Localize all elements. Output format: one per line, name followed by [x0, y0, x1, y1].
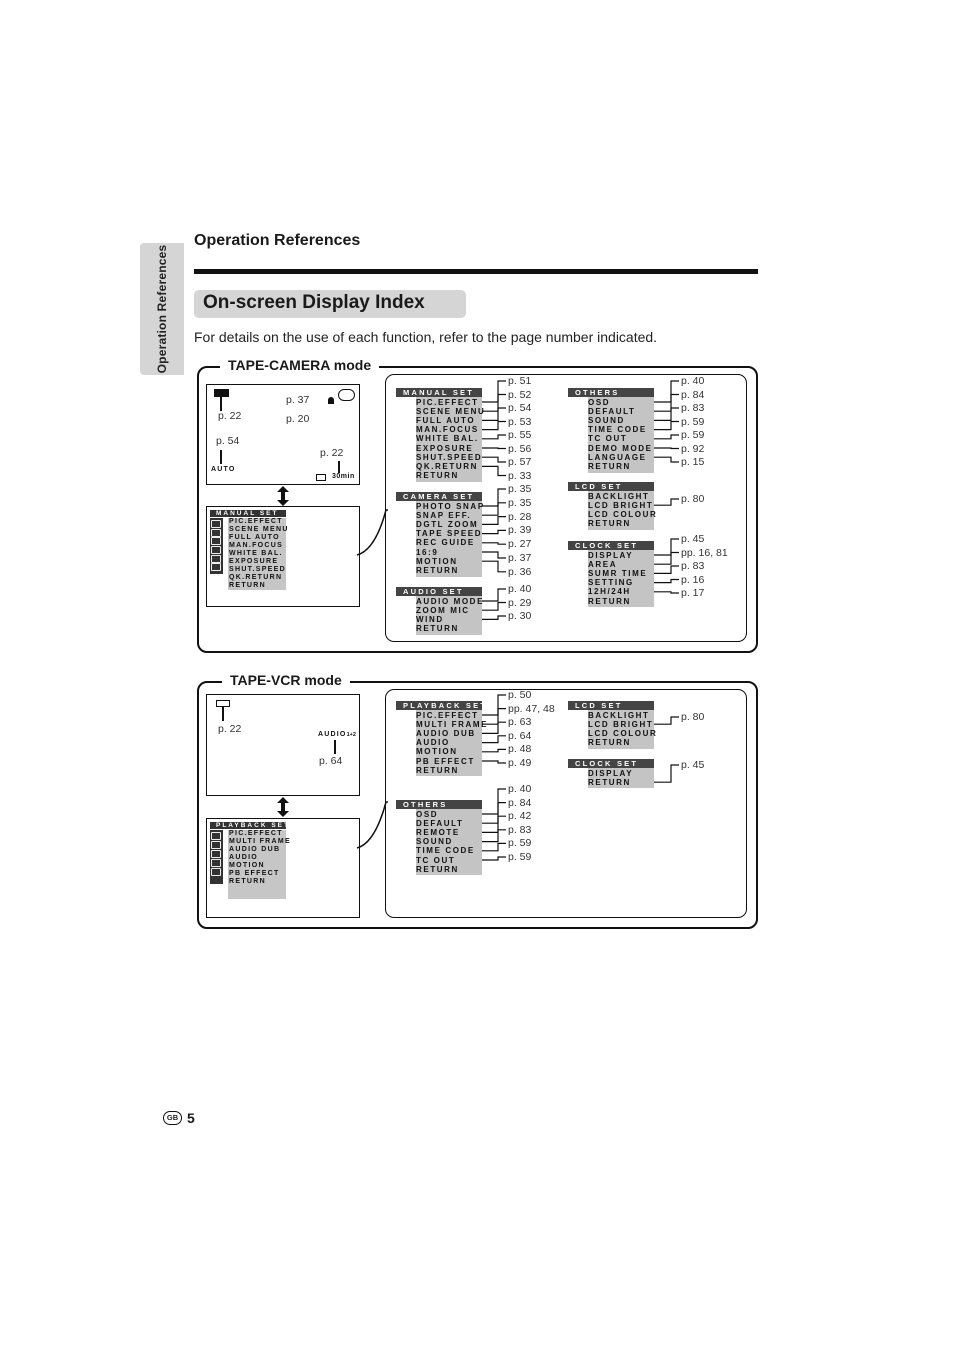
- osd-menu-item: AUDIO MODE: [416, 596, 484, 606]
- page-reference: p. 37: [508, 552, 532, 564]
- mini-menu-item: WHITE BAL.: [229, 550, 283, 557]
- osd-menu-item: OSD: [416, 809, 439, 819]
- region-badge: GB: [163, 1111, 182, 1125]
- page-reference: p. 84: [508, 796, 532, 809]
- osd-menu-item: SOUND: [416, 837, 453, 847]
- page-reference: p. 45: [681, 759, 705, 771]
- clock-icon: [211, 563, 221, 571]
- osd-menu-item: RETURN: [416, 624, 459, 634]
- osd-menu-item: WIND: [416, 614, 444, 624]
- ref-p20: p. 20: [286, 413, 310, 425]
- mini-menu-item: RETURN: [229, 582, 266, 589]
- page-reference: pp. 47, 48: [508, 702, 555, 715]
- page-number: [163, 1110, 195, 1126]
- osd-menu-item: DISPLAY: [588, 768, 634, 778]
- page-reference: p. 28: [508, 510, 532, 523]
- page-title-box: [194, 290, 466, 318]
- page-reference: p. 40: [681, 375, 705, 387]
- page-reference: p. 49: [508, 757, 532, 769]
- lcd-icon: [211, 555, 221, 563]
- page-reference: p. 59: [508, 837, 532, 850]
- osd-menu-item: 16:9: [416, 547, 439, 557]
- vcr-menu-screen: [206, 818, 360, 918]
- osd-menu-item: AUDIO: [416, 738, 450, 748]
- page-reference: p. 63: [508, 716, 532, 729]
- osd-menu-item: TC OUT: [588, 434, 628, 444]
- battery-icon: [214, 389, 229, 397]
- mini-menu-item: RETURN: [229, 878, 266, 885]
- mini-menu-item: PIC.EFFECT: [229, 518, 283, 525]
- osd-menu-item: BACKLIGHT: [588, 710, 650, 720]
- page-reference: p. 45: [681, 533, 705, 545]
- page-reference: p. 92: [681, 442, 705, 455]
- page-reference: p. 83: [681, 402, 705, 414]
- osd-menu-title: CLOCK SET: [568, 541, 654, 550]
- page-reference: p. 53: [508, 415, 532, 428]
- osd-menu-item: DISPLAY: [588, 550, 634, 560]
- osd-menu-item: SETTING: [588, 578, 634, 588]
- page-reference: p. 54: [508, 402, 532, 414]
- osd-menu-title: AUDIO SET: [396, 587, 482, 596]
- osd-menu-item: RETURN: [416, 565, 459, 575]
- camera-icon: [211, 520, 221, 528]
- mini-menu-item: QK.RETURN: [229, 574, 283, 581]
- side-tab: [140, 243, 184, 375]
- mini-menu-item: AUDIO DUB: [229, 846, 281, 853]
- camera-mode-label: TAPE-CAMERA mode: [220, 357, 379, 373]
- page-reference: p. 50: [508, 689, 532, 701]
- updown-arrow-icon: [276, 797, 290, 817]
- osd-menu-item: 12H/24H: [588, 587, 631, 597]
- page-reference: p. 16: [681, 573, 705, 586]
- osd-menu-item: LANGUAGE: [588, 452, 647, 462]
- page-reference: p. 48: [508, 743, 532, 756]
- osd-menu-item: LCD BRIGHT: [588, 719, 654, 729]
- osd-menu-title: MANUAL SET: [396, 388, 482, 397]
- person-icon: [328, 397, 334, 404]
- osd-menu-item: REMOTE: [416, 827, 460, 837]
- mini-menu-item: SHUT.SPEED: [229, 566, 286, 573]
- page-number-value: 5: [187, 1110, 195, 1126]
- page-reference: p. 30: [508, 610, 532, 622]
- mini-menu-title: MANUAL SET: [210, 510, 286, 517]
- page-reference: p. 64: [508, 729, 532, 742]
- page-reference: p. 42: [508, 810, 532, 823]
- battery-icon: [216, 700, 230, 707]
- photo-icon: [211, 529, 221, 537]
- time-remaining: 30min: [332, 473, 355, 480]
- side-tab-label: Operation References: [155, 244, 169, 374]
- ref-p54: p. 54: [216, 435, 240, 447]
- osd-menu-item: BACKLIGHT: [588, 491, 650, 501]
- osd-menu-item: SNAP EFF.: [416, 510, 472, 520]
- mini-menu-icon-strip: [210, 830, 223, 884]
- osd-menu-item: TAPE SPEED: [416, 529, 483, 539]
- osd-menu-item: DEMO MODE: [588, 443, 653, 453]
- camera-screen: [206, 384, 360, 485]
- page-reference: p. 39: [508, 524, 532, 537]
- osd-menu-item: LCD COLOUR: [588, 728, 658, 738]
- mini-menu-item: AUDIO: [229, 854, 259, 861]
- osd-menu-item: PB EFFECT: [416, 756, 475, 766]
- osd-menu-title: LCD SET: [568, 482, 654, 491]
- page-reference: p. 55: [508, 429, 532, 441]
- camera-menu-screen: [206, 506, 360, 607]
- mini-menu-item: MAN.FOCUS: [229, 542, 284, 549]
- osd-menu-item: MOTION: [416, 747, 458, 757]
- mic-icon: [211, 537, 221, 545]
- page-reference: p. 35: [508, 496, 532, 509]
- osd-menu-item: WHITE BAL.: [416, 434, 479, 444]
- mini-menu-item: MULTI FRAME: [229, 838, 291, 845]
- header-rule: [194, 269, 758, 274]
- auto-text: AUTO: [211, 466, 236, 473]
- page-reference: p. 35: [508, 483, 532, 495]
- updown-arrow-icon: [276, 486, 290, 506]
- osd-menu-item: PHOTO SNAP: [416, 501, 485, 511]
- page-reference: p. 52: [508, 388, 532, 401]
- section-heading: Operation References: [194, 232, 361, 249]
- ref-p22-time: p. 22: [320, 447, 344, 459]
- page-reference: p. 27: [508, 538, 532, 551]
- page-reference: p. 80: [681, 711, 705, 723]
- osd-menu-item: DEFAULT: [588, 406, 636, 416]
- osd-menu-item: SCENE MENU: [416, 406, 486, 416]
- return-icon: [211, 868, 221, 876]
- osd-menu-item: RETURN: [588, 777, 631, 787]
- osd-menu-item: RETURN: [588, 519, 631, 529]
- vcr-screen: [206, 694, 360, 796]
- osd-menu-item: EXPOSURE: [416, 443, 474, 453]
- ref-battery: p. 22: [218, 723, 242, 735]
- mini-menu-title: PLAYBACK SET: [210, 822, 286, 829]
- page-reference: pp. 16, 81: [681, 546, 728, 559]
- page-reference: p. 40: [508, 583, 532, 595]
- mini-menu-item: FULL AUTO: [229, 534, 280, 541]
- ref-p37: p. 37: [286, 394, 310, 406]
- osd-menu-title: LCD SET: [568, 701, 654, 710]
- tape-icon: [211, 832, 221, 840]
- osd-menu-title: OTHERS: [396, 800, 482, 809]
- osd-menu-item: TIME CODE: [588, 425, 647, 435]
- osd-menu-item: RETURN: [588, 738, 631, 748]
- osd-menu-item: DEFAULT: [416, 818, 464, 828]
- mini-menu-item: MOTION: [229, 862, 265, 869]
- osd-menu-item: RETURN: [416, 471, 459, 481]
- vcr-mode-label: TAPE-VCR mode: [222, 672, 350, 688]
- audio-indicator: AUDIO1+2: [318, 731, 356, 738]
- osd-menu-item: RETURN: [588, 461, 631, 471]
- tape-icon: [338, 389, 355, 401]
- osd-menu-item: MOTION: [416, 556, 458, 566]
- etc-icon: [211, 841, 221, 849]
- page-reference: p. 56: [508, 442, 532, 455]
- osd-menu-item: RETURN: [416, 864, 459, 874]
- page-reference: p. 59: [508, 851, 532, 863]
- page-reference: p. 59: [681, 429, 705, 441]
- osd-menu-item: PIC.EFFECT: [416, 710, 479, 720]
- mini-menu-item: PB EFFECT: [229, 870, 280, 877]
- osd-menu-item: AREA: [588, 559, 618, 569]
- osd-menu-title: CLOCK SET: [568, 759, 654, 768]
- osd-menu-item: TC OUT: [416, 855, 456, 865]
- page-reference: p. 59: [681, 415, 705, 428]
- page-reference: p. 33: [508, 469, 532, 482]
- page-reference: p. 84: [681, 388, 705, 401]
- page-reference: p. 83: [508, 823, 532, 836]
- page-title: On-screen Display Index: [203, 292, 425, 313]
- mini-menu-icon-strip: [210, 518, 223, 574]
- mini-menu-item: PIC.EFFECT: [229, 830, 283, 837]
- clock-icon: [211, 859, 221, 867]
- osd-menu-item: LCD COLOUR: [588, 509, 658, 519]
- osd-menu-item: REC GUIDE: [416, 538, 475, 548]
- ref-battery: p. 22: [218, 410, 242, 422]
- osd-menu-item: SHUT.SPEED: [416, 452, 483, 462]
- page-reference: p. 29: [508, 596, 532, 609]
- etc-icon: [211, 546, 221, 554]
- osd-menu-item: SUMR TIME: [588, 568, 648, 578]
- mini-menu-item: SCENE MENU: [229, 526, 289, 533]
- osd-menu-item: MULTI FRAME: [416, 719, 489, 729]
- page-reference: p. 17: [681, 587, 705, 599]
- page-reference: p. 57: [508, 456, 532, 468]
- page-reference: p. 40: [508, 783, 532, 795]
- osd-menu-item: TIME CODE: [416, 846, 475, 856]
- osd-menu-item: OSD: [588, 397, 611, 407]
- osd-menu-title: OTHERS: [568, 388, 654, 397]
- callout-wedge: [356, 790, 390, 900]
- osd-menu-item: PIC.EFFECT: [416, 397, 479, 407]
- page-reference: p. 15: [681, 456, 705, 468]
- osd-menu-item: FULL AUTO: [416, 415, 476, 425]
- page-reference: p. 36: [508, 565, 532, 578]
- ref-audio: p. 64: [319, 755, 343, 767]
- osd-menu-item: MAN.FOCUS: [416, 425, 479, 435]
- osd-menu-item: QK.RETURN: [416, 461, 478, 471]
- osd-menu-item: ZOOM MIC: [416, 605, 470, 615]
- mini-menu-item: EXPOSURE: [229, 558, 279, 565]
- osd-menu-item: SOUND: [588, 415, 625, 425]
- osd-menu-item: LCD BRIGHT: [588, 500, 654, 510]
- osd-menu-item: DGTL ZOOM: [416, 519, 479, 529]
- page-reference: p. 83: [681, 560, 705, 572]
- intro-text: For details on the use of each function, refer to the page number indicated.: [194, 329, 658, 345]
- callout-wedge: [356, 500, 390, 610]
- lcd-icon: [211, 850, 221, 858]
- osd-menu-title: CAMERA SET: [396, 492, 482, 501]
- page-reference: p. 51: [508, 375, 532, 387]
- page-reference: p. 80: [681, 493, 705, 505]
- osd-menu-item: RETURN: [588, 596, 631, 606]
- osd-menu-title: PLAYBACK SET: [396, 701, 482, 710]
- osd-menu-item: RETURN: [416, 765, 459, 775]
- osd-menu-item: AUDIO DUB: [416, 728, 476, 738]
- tape-remaining-icon: [316, 474, 326, 481]
